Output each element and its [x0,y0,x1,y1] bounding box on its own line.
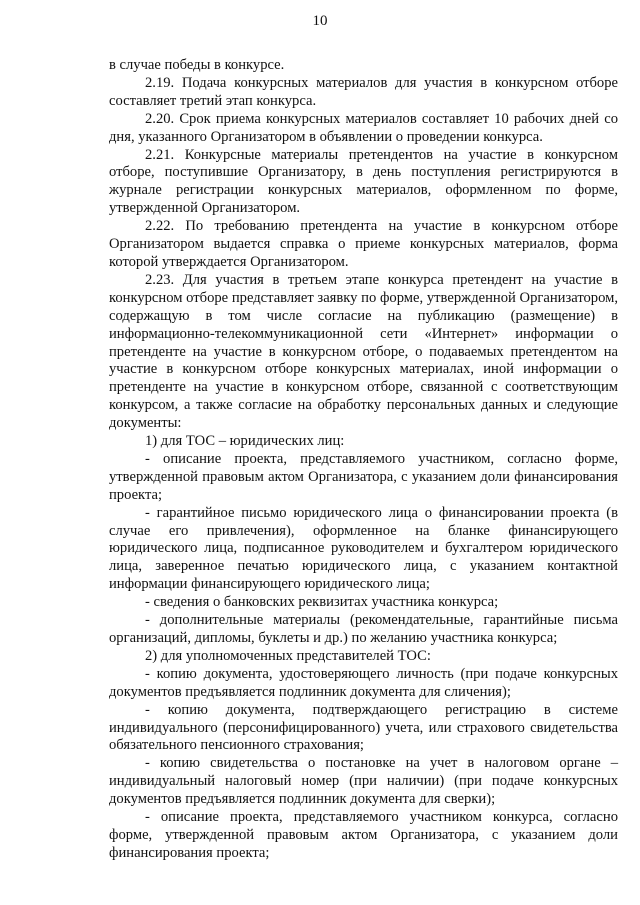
page-number: 10 [312,13,328,29]
paragraph-2-21: 2.21. Конкурсные материалы претендентов на участие в конкурсном отборе, поступившие Организатору, в день поступления регистрируются в журнале регистрации конкурсных материалов, оформленном по форме, утвержденной Организатором. [109,146,618,217]
list-item: - сведения о банковских реквизитах участника конкурса; [145,594,499,611]
paragraph-2-20: 2.20. Срок приема конкурсных материалов составляет 10 рабочих дней со дня, указанного Организатором в объявлении о проведении конкурса. [109,110,618,145]
list-heading-representatives: 2) для уполномоченных представителей ТОС: [145,647,431,664]
paragraph-2-19: 2.19. Подача конкурсных материалов для участия в конкурсном отборе составляет третий этап конкурса. [109,74,618,109]
list-item: - копию свидетельства о постановке на учет в налоговом органе – индивидуальный налоговый номер (при наличии) (при подаче конкурсных документов предъявляется подлинник документа для сверки); [109,755,618,808]
list-item: - гарантийное письмо юридического лица о финансировании проекта (в случае его привлечения), оформленное на бланке финансирующего юридического лица, подписанное руководителем и бухгалтером юридического лица, заверенное печатью юридического лица, с указанием контактной информации финансирующего юридического лица; [109,504,618,593]
list-item: - дополнительные материалы (рекомендательные, гарантийные письма организаций, дипломы, буклеты и др.) по желанию участника конкурса; [109,612,618,646]
list-item: - копию документа, удостоверяющего личность (при подаче конкурсных документов предъявляется подлинник документа для сличения); [109,665,618,700]
list-heading-legal-entities: 1) для ТОС – юридических лиц: [145,433,345,450]
paragraph-2-22: 2.22. По требованию претендента на участие в конкурсном отборе Организатором выдается справка о приеме конкурсных материалов, форма которой утверждается Организатором. [109,218,618,270]
list-item: - описание проекта, представляемого участником, согласно форме, утвержденной правовым актом Организатора, с указанием доли финансирования проекта; [109,450,618,503]
paragraph-continuation: в случае победы в конкурсе. [109,57,285,73]
document-body [109,57,618,863]
list-item: - копию документа, подтверждающего регистрацию в системе индивидуального (персонифицированного) учета, или страхового свидетельства обязательного пенсионного страхования; [109,701,618,754]
paragraph-2-23: 2.23. Для участия в третьем этапе конкурса претендент на участие в конкурсном отборе представляет заявку по форме, утвержденной Организатором, содержащую в том числе согласие на публикацию (размещение) в информационно-телекоммуникационной сети «Интернет» информации о претенденте на участие в конкурсном отборе, о подаваемых претендентом на участие в конкурсном отборе конкурсных материалах, иной информации о претенденте на участие в конкурсном отборе, связанной с соответствующим конкурсом, а также согласие на обработку персональных данных и следующие документы: [109,271,618,432]
list-item: - описание проекта, представляемого участником конкурса, согласно форме, утвержденной правовым актом Организатора, с указанием доли финансирования проекта; [109,809,618,861]
